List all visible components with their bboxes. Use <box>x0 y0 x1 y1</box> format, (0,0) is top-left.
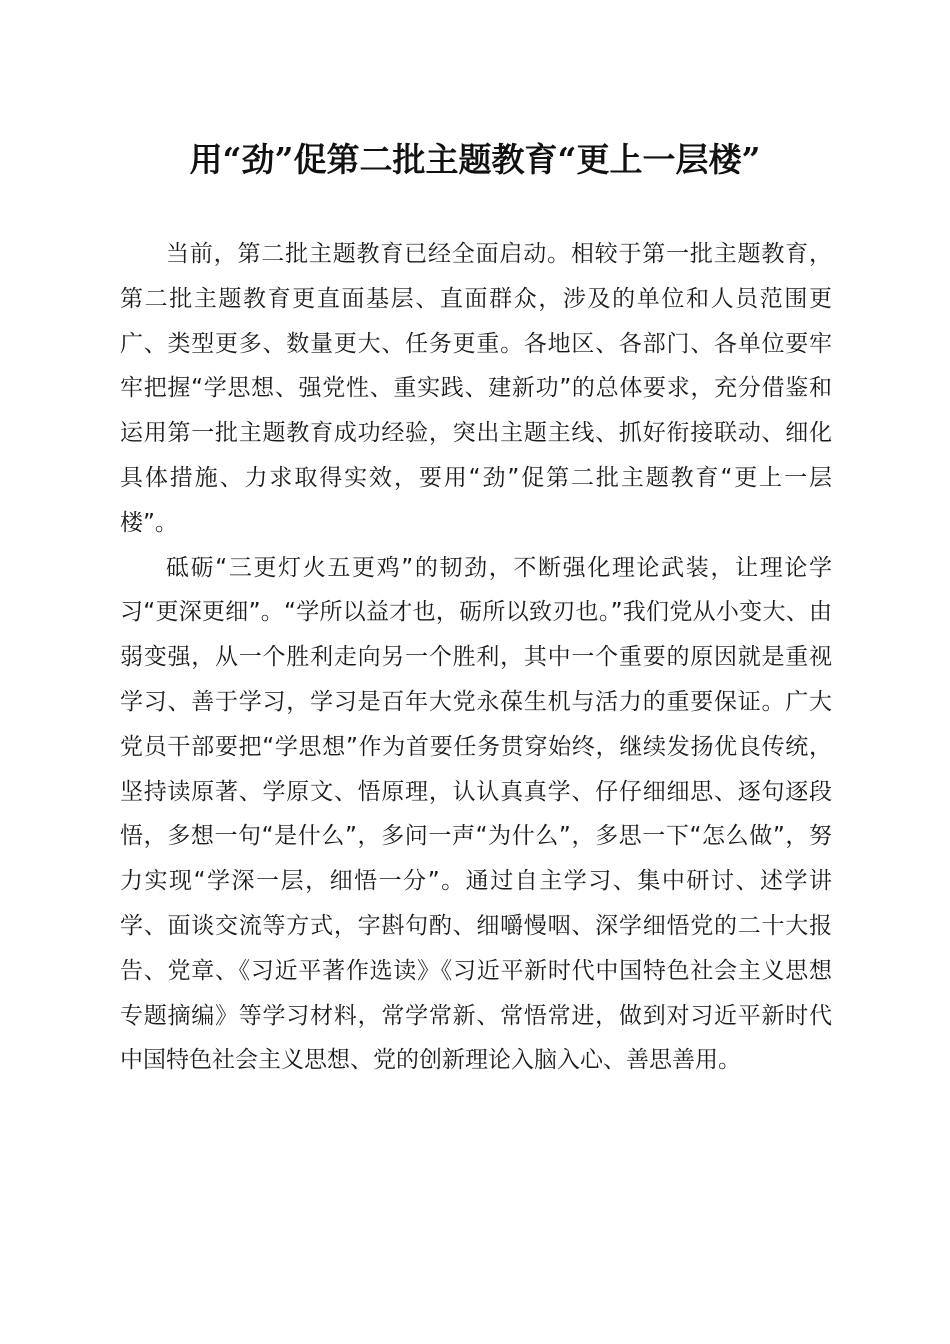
paragraph-theory-study: 砥砺“三更灯火五更鸡”的韧劲，不断强化理论武装，让理论学习“更深更细”。“学所以益才也，砺所以致刃也。”我们党从小变大、由弱变强，从一个胜利走向另一个胜利，其中一个重要的原因就是重视学习、善于学习，学习是百年大党永葆生机与活力的重要保证。广大党员干部要把“学思想”作为首要任务贯穿始终，继续发扬优良传统，坚持读原著、学原文、悟原理，认认真真学、仔仔细细思、逐句逐段悟，多想一句“是什么”，多问一声“为什么”，多思一下“怎么做”，努力实现“学深一层，细悟一分”。通过自主学习、集中研讨、述学讲学、面谈交流等方式，字斟句酌、细嚼慢咽、深学细悟党的二十大报告、党章、《习近平著作选读》《习近平新时代中国特色社会主义思想专题摘编》等学习材料，常学常新、常悟常进，做到对习近平新时代中国特色社会主义思想、党的创新理论入脑入心、善思善用。 <box>120 554 832 1074</box>
document-title: 用“劲”促第二批主题教育“更上一层楼” <box>189 140 761 179</box>
paragraph-intro: 当前，第二批主题教育已经全面启动。相较于第一批主题教育，第二批主题教育更直面基层、直面群众，涉及的单位和人员范围更广、类型更多、数量更大、任务更重。各地区、各部门、各单位要牢牢把握“学思想、强党性、重实践、建新功”的总体要求，充分借鉴和运用第一批主题教育成功经验，突出主题主线、抓好衔接联动、细化具体措施、力求取得实效，要用“劲”促第二批主题教育“更上一层楼”。 <box>120 241 832 536</box>
document-body <box>120 232 832 1083</box>
